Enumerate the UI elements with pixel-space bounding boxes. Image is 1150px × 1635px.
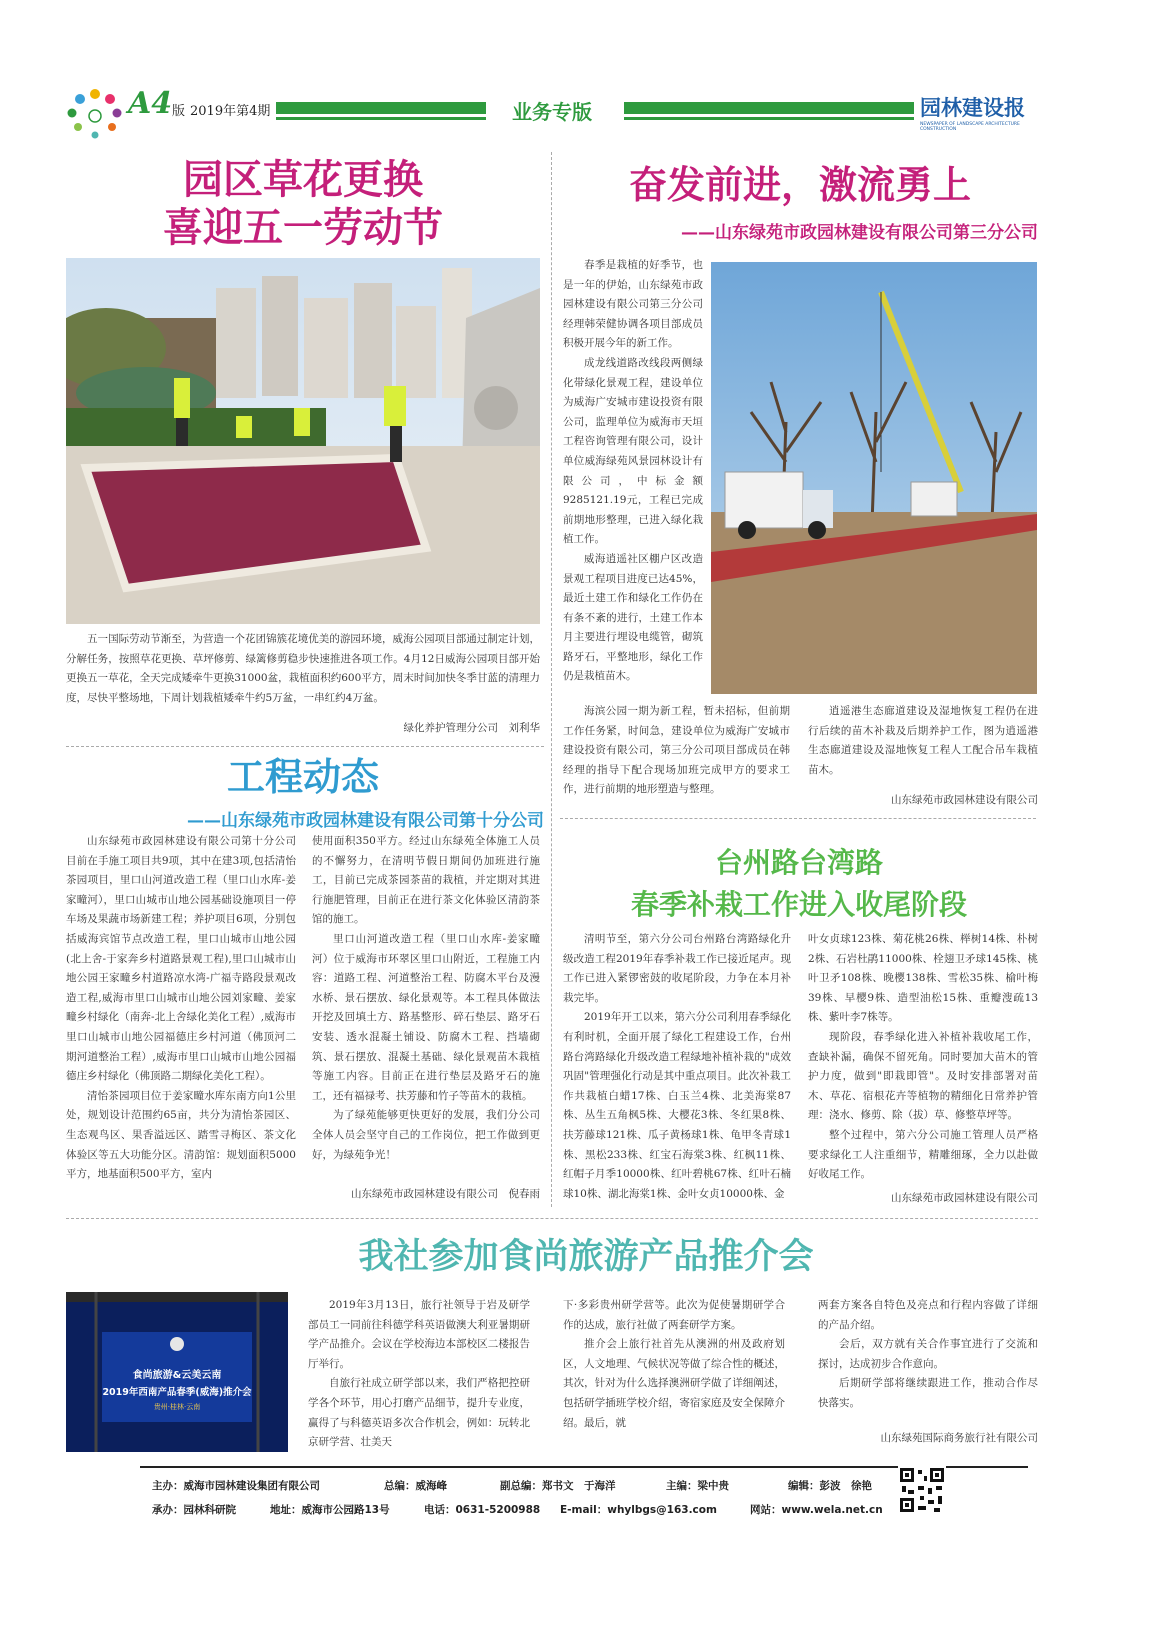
article2-photo [711,262,1037,694]
footer-editors: 编辑：彭波 徐艳 [788,1480,872,1492]
footer-address: 地址：威海市公园路13号 [270,1504,390,1516]
article3-col2-paragraph-3: 为了绿苑能够更快更好的发展，我们分公司全体人员会坚守自己的工作岗位，把工作做到更好，为绿苑争光！ [312,1109,540,1161]
article5-col1-paragraph-2: 自旅行社成立研学部以来，我们严格把控研学各个环节，用心打磨产品细节，提升专业度，赢得了与科德英语多次合作机会，例如：玩转北京研学营、壮美天 [308,1377,530,1449]
page-header [58,82,1048,142]
divider-left-mid [66,746,544,747]
article3-subtitle: ——山东绿苑市政园林建设有限公司第十分公司 [187,811,544,831]
divider-right-mid [560,818,1036,819]
article2-text-column [563,256,703,687]
footer-row-2 [152,1502,892,1518]
article5-title: 我社参加食尚旅游产品推介会 [358,1237,814,1277]
article1-paragraph: 五一国际劳动节渐至，为营造一个花团锦簇花境优美的游园环境，威海公园项目部通过制定计划，分解任务，按照草花更换、草坪修剪、绿篱修剪稳步快速推进各项工作。4月12日威海公园项目部开始更换五一草花，全天完成矮牵牛更换31000盆，栽植面积约600平方，周末时间加快冬季甘蓝的清理力度，尽快平整场地，下周计划栽植矮牵牛约5万盆，一串红约4万盆。 [66,633,540,704]
photo-screen-text-2: 2019年西南产品春季(威海)推介会 [102,1387,252,1398]
article1-title-line2: 喜迎五一劳动节 [163,205,443,251]
section-title: 业务专版 [512,100,592,124]
footer-chief-editor: 主编：梁中贵 [666,1480,729,1492]
article3-col1-paragraph-1: 山东绿苑市政园林建设有限公司第十分公司目前在手施工项目共9项，其中在建3项,包括清怡茶园项目，里口山河道改造工程（里口山水库-姜家疃河），里口山城市山地公园基础设施项目一停车场及果蔬市场新建工程；养护项目6项，分别包括威海宾馆节点改造工程，里口山城市山地公园(北上舍-于家奔乡村道路景观工程),里口山城市山地公园王家疃乡村道路凉水湾-广福寺路段景观改造工程,威海市里口山城市山地公园刘家疃、姜家疃乡村绿化（南奔-北上舍绿化美化工程）,威海市里口山城市山地公园福德庄乡村河道（佛顶河二期河道整治工程）,威海市里口山城市山地公园福德庄乡村绿化（佛顶路二期绿化美化工程）。 [66,835,296,1083]
issue-number: 2019年第4期 [190,104,271,119]
photo-screen-text-1: 食尚旅游&云美云南 [132,1370,222,1381]
workers-planting-flowers-photo [66,258,540,624]
article3-signature: 山东绿苑市政园林建设有限公司 倪春雨 [351,1188,540,1200]
article4-column-2 [808,930,1038,1185]
article2-lower-text [563,702,790,800]
article2-caption [808,702,1038,780]
trees-crane-truck-photo [711,262,1037,694]
paper-name-en: NEWSPAPER OF LANDSCAPE ARCHITECTURE CONSTRUCTION [920,122,1020,132]
footer-rule [140,1466,1028,1468]
article2-subtitle: ——山东绿苑市政园林建设有限公司第三分公司 [681,223,1038,243]
article4-col1-paragraph-2: 2019年开工以来，第六分公司利用春季绿化有利时机，全面开展了绿化工程建设工作，台州路台湾路绿化升级改造工程绿地补植补栽的"成效巩固"管理强化行动是其中重点项目。此次补栽工作共栽植白蜡17株、白玉兰4株、北美海棠87株、丛生五角枫5株、大樱花3株、冬红果8株、扶芳藤球121株、瓜子黄杨球1株、龟甲冬青球1株、黑松233株、红宝石海棠3株、红枫11株、红帽子月季10000株、红叶碧桃67株、红叶石楠球10株、湖北海棠1株、金叶女贞10000株、金 [563,1011,791,1200]
article5-col2-paragraph-1: 下·多彩贵州研学营等。此次为促使暑期研学合作的达成，旅行社做了两套研学方案。 [563,1299,785,1331]
photo-screen-text-3: 贵州·桂林·云南 [153,1403,201,1411]
header-bar-left [276,102,486,114]
page-number: A4 [128,86,173,121]
article4-signature: 山东绿苑市政园林建设有限公司 [891,1192,1038,1204]
article3-col2-paragraph-2: 里口山河道改造工程（里口山水库-姜家疃河）位于威海市环翠区里口山附近，工程施工内容：道路工程、河道整治工程、防腐木平台及漫水桥、景石摆放、绿化景观等。本工程具体做法开挖及回填土方、路基整形、碎石垫层、路牙石安装、透水混凝土铺设、防腐木工程、挡墙砌筑、景石摆放、混凝土基础、绿化景观苗木栽植等施工内容。目前正在进行垫层及路牙石的施工，还有福禄考、扶芳藤和竹子等苗木的栽植。 [312,932,540,1102]
footer-deputy-editor: 副总编：郑书文 于海洋 [500,1480,616,1492]
column-divider-top [551,152,552,1207]
footer-email: E-mail：whylbgs@163.com [560,1504,717,1516]
divider-bottom-section [66,1218,1038,1219]
footer-sponsor: 主办：威海市园林建设集团有限公司 [152,1480,320,1492]
article4-title-line2: 春季补栽工作进入收尾阶段 [630,888,967,921]
article4-col1-paragraph-1: 清明节至，第六分公司台州路台湾路绿化升级改造工程2019年春季补栽工作已接近尾声。现工作已进入紧锣密鼓的收尾阶段，力争在本月补栽完毕。 [563,933,791,1004]
article5-col2-paragraph-2: 推介会上旅行社首先从澳洲的州及政府划区，人文地理、气候状况等做了综合性的概述，其次，针对为什么选择澳洲研学做了详细阐述，包括研学插班学校介绍，寄宿家庭及安全保障介绍。最后，就 [563,1338,785,1429]
header-bar-right-line [624,117,914,120]
article3-col1-paragraph-2: 清怡茶园项目位于姜家疃水库东南方向1公里处，规划设计范围约65亩，共分为清怡茶园区、生态观鸟区、果香溢远区、踏雪寻梅区、茶文化体验区等五大功能分区。清韵馆：规划面积5000平方，地基面积500平方，室内 [66,1089,296,1181]
article3-col2-paragraph-1: 使用面积350平方。经过山东绿苑全体施工人员的不懈努力，在清明节假日期间仍加班进行施工，目前已完成茶园茶苗的栽植，并定期对其进行施肥管理，目前正在进行茶文化体验区清韵茶馆的施工。 [312,835,540,926]
article2-photo-caption: 逍遥港生态廊道建设及湿地恢复工程仍在进行后续的苗木补栽及后期养护工作，图为逍遥港生态廊道建设及湿地恢复工程人工配合吊车栽植苗木。 [808,705,1038,776]
article5-column-1 [308,1296,530,1453]
article4-title-line1: 台州路台湾路 [714,846,883,879]
article3-column-1 [66,832,296,1185]
article4-col2-paragraph-1: 叶女贞球123株、菊花桃26株、榉树14株、朴树2株、石岩杜鹃11000株、栓翅卫矛球145株、桃叶卫矛108株、晚樱138株、雪松35株、榆叶梅39株、早樱9株、造型油松15株、重瓣溲疏13株、紫叶李7株等。 [808,933,1038,1024]
qr-code-icon [898,1466,946,1514]
article1-signature: 绿化养护管理分公司 刘利华 [403,722,540,734]
article5-photo [66,1292,288,1452]
article3-column-2 [312,832,540,1165]
footer-row-1 [152,1478,892,1494]
footer-website: 网站：www.wela.net.cn [750,1504,883,1516]
article4-col2-paragraph-2: 现阶段，春季绿化进入补植补栽收尾工作，查缺补漏，确保不留死角。同时要加大苗木的管护力度，做到"即栽即管"。及时安排部署对苗木、草花、宿根花卉等植物的精细化日常养护管理：浇水、修剪、除（拔）草、修整草坪等。 [808,1030,1038,1122]
footer-phone: 电话：0631-5200988 [424,1504,541,1516]
article4-column-1 [563,930,791,1204]
article2-signature: 山东绿苑市政园林建设有限公司 [891,794,1038,806]
article4-col2-paragraph-3: 整个过程中，第六分公司施工管理人员严格要求绿化工人注重细节，精雕细琢，全力以赴做好收尾工作。 [808,1128,1038,1181]
footer-editor-in-chief: 总编：威海峰 [384,1480,447,1492]
article4-title [560,842,1038,926]
article5-col3-paragraph-2: 会后，双方就有关合作事宜进行了交流和探讨，达成初步合作意向。 [818,1338,1038,1370]
article2-paragraph-4: 海滨公园一期为新工程，暂未招标，但前期工作任务紧，时间急，建设单位为威海广安城市建设投资有限公司，第三分公司项目部成员在韩经理的指导下配合现场加班完成甲方的要求工作，进行前期的地形塑造与整理。 [563,705,790,796]
article5-column-3 [818,1296,1038,1414]
article1-body [66,630,540,708]
article3-title: 工程动态 [226,755,379,799]
article2-title: 奋发前进，激流勇上 [628,163,971,207]
article5-col1-paragraph-1: 2019年3月13日，旅行社领导于岩及研学部员工一同前往科德学科英语做澳大利亚暑期研学产品推介。会议在学校海边本部校区二楼报告厅举行。 [308,1299,530,1370]
header-bar-right [624,102,914,114]
article1-title-line1: 园区草花更换 [183,157,423,203]
paper-name: 园林建设报 [920,95,1025,120]
article5-col3-paragraph-1: 两套方案各自特色及亮点和行程内容做了详细的产品介绍。 [818,1299,1038,1331]
flower-logo-icon [62,86,128,144]
article2-paragraph-1: 春季是栽植的好季节，也是一年的伊始，山东绿苑市政园林建设有限公司第三分公司经理韩荣健协调各项目部成员积极开展今年的新工作。 [563,259,703,350]
article5-signature: 山东绿苑国际商务旅行社有限公司 [880,1432,1038,1444]
article2-paragraph-3: 威海逍遥社区棚户区改造景观工程项目进度已达45%，最近土建工作和绿化工作仍在有条不紊的进行，土建工作本月主要进行埋设电缆管，砌筑路牙石，平整地形，绿化工作仍是栽植苗木。 [563,552,703,683]
header-bar-left-line [276,117,486,120]
article2-paragraph-2: 成龙线道路改线段两侧绿化带绿化景观工程，建设单位为威海广安城市建设投资有限公司，监理单位为威海市天垣工程咨询管理有限公司，设计单位威海绿苑风景园林设计有限公司，中标金额9285121.19元，工程已完成前期地形整理，已进入绿化栽植工作。 [563,356,703,546]
article1-photo [66,258,540,624]
article5-column-2 [563,1296,785,1433]
article5-col3-paragraph-3: 后期研学部将继续跟进工作，推动合作尽快落实。 [818,1377,1038,1409]
page-suffix: 版 [172,104,186,119]
article1-title [66,156,540,252]
footer-organizer: 承办：园林科研院 [152,1504,236,1516]
